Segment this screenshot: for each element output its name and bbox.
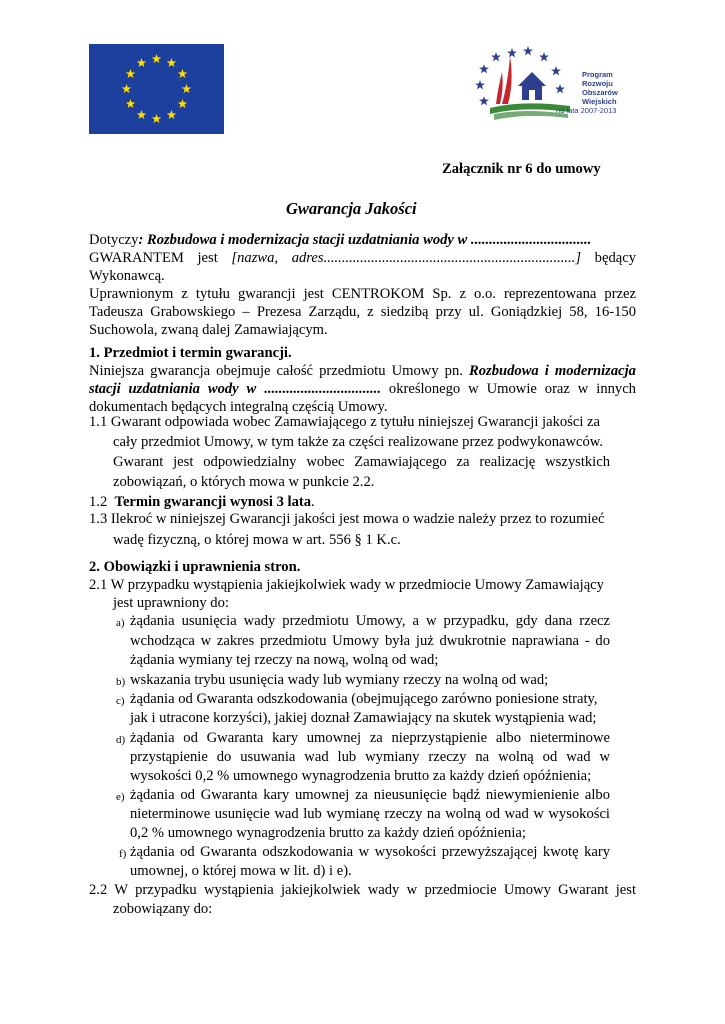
item-1-3: 1.3 Ilekroć w niniejszej Gwarancji jakości jest mowa o wadzie należy przez to rozumieć <box>89 511 605 527</box>
gwarantem-line <box>89 249 636 267</box>
list-item: nieterminowe usunięcie wad lub wymianę rzeczy na wolną od wad w wysokości <box>130 806 610 822</box>
uprawniony-line: Suchowola, zwaną dalej Zamawiającym. <box>89 322 328 338</box>
item-2-1: jest uprawniony do: <box>113 595 229 611</box>
uprawniony-line: Uprawnionym z tytułu gwarancji jest CENTROKOM Sp. z o.o. reprezentowana przez <box>89 286 636 302</box>
para-text: Niniejsza gwarancja obejmuje całość przedmiotu Umowy pn. <box>89 363 463 379</box>
list-item: żądania od Gwaranta odszkodowania w wysokości przewyższającej kwotę kary <box>130 844 610 860</box>
list-item: żądania od Gwaranta kary umownej za nieprzystąpienie albo nieterminowe <box>130 730 610 746</box>
list-item: żądania od Gwaranta kary umownej za nieusunięcie bądź niewymienienie albo <box>130 787 610 803</box>
item-1-1: Gwarant jest odpowiedzialny wobec Zamawiającego za realizację wszystkich <box>113 454 610 470</box>
item-1-1: zobowiązań, o których mowa w punkcie 2.2. <box>113 474 375 490</box>
list-marker: b) <box>116 676 126 688</box>
list-item: umownej, o której mowa w lit. d) i e). <box>130 863 352 879</box>
item-2-2: 2.2 W przypadku wystąpienia jakiejkolwiek wady w przedmiocie Umowy Gwarant jest <box>89 882 636 898</box>
item-number: 1.2 <box>89 494 108 510</box>
section-1-para <box>89 362 636 380</box>
list-item: wchodząca w zakres przedmiotu Umowy była już dwukrotnie naprawiana - do <box>130 633 610 649</box>
dotyczy-line <box>89 231 591 249</box>
item-1-1: 1.1 Gwarant odpowiada wobec Zamawiającego z tytułu niniejszej Gwarancji jakości za <box>89 414 600 430</box>
document-title: Gwarancja Jakości <box>286 199 417 218</box>
list-marker: c) <box>116 695 125 707</box>
list-item: jak i utracone korzyści), jakiej doznał Zamawiający na skutek wystąpienia wad; <box>130 710 597 726</box>
dotyczy-label: Dotyczy <box>89 232 139 248</box>
item-dot: . <box>311 494 315 510</box>
para-text: określonego w Umowie oraz w innych <box>388 381 636 397</box>
list-item: wysokości 0,2 % umownego wynagrodzenia brutto za każdy dzień opóźnienia; <box>130 768 592 784</box>
list-marker: d) <box>116 734 126 746</box>
item-2-2: zobowiązany do: <box>113 901 213 917</box>
list-marker: f) <box>119 848 127 860</box>
gwarantem-tail: będący <box>594 250 636 266</box>
prow-line: Rozwoju <box>582 79 613 88</box>
prow-line: Obszarów <box>582 88 618 97</box>
prow-years: na lata 2007-2013 <box>556 106 617 115</box>
item-1-3: wadę fizyczną, o której mowa w art. 556 § 1 K.c. <box>113 532 401 548</box>
item-1-1: cały przedmiot Umowy, w tym także za części realizowane przez podwykonawców. <box>113 434 604 450</box>
gwarantem-value: [nazwa, adres.....................................................................] <box>231 250 582 266</box>
list-marker: a) <box>116 617 125 629</box>
section-1-para <box>89 380 636 398</box>
dotyczy-value: : Rozbudowa i modernizacja stacji uzdatniania wody w ................................. <box>138 232 592 248</box>
gwarantem-label: GWARANTEM jest <box>89 250 218 266</box>
list-item: przystąpienie do usuwania wad lub wymiany rzeczy na wolną od wad w <box>130 749 610 765</box>
project-name: Rozbudowa i modernizacja <box>468 363 636 379</box>
section-1-para: dokumentach będących integralną częścią Umowy. <box>89 399 388 415</box>
prow-line: Wiejskich <box>582 97 617 106</box>
project-name: stacji uzdatniania wody w ................................ <box>89 381 381 397</box>
section-1-heading: 1. Przedmiot i termin gwarancji. <box>89 345 292 361</box>
warranty-term: Termin gwarancji wynosi 3 lata <box>114 494 312 510</box>
item-1-2 <box>89 493 315 511</box>
list-item: żądania usunięcia wady przedmiotu Umowy, a w przypadku, gdy dana rzecz <box>130 613 610 629</box>
eu-stars-icon <box>89 44 224 134</box>
list-item: 0,2 % umownego wynagrodzenia brutto za każdy dzień opóźnienia; <box>130 825 526 841</box>
section-2-heading: 2. Obowiązki i uprawnienia stron. <box>89 559 301 575</box>
list-marker: e) <box>116 791 125 803</box>
list-item: żądania wymiany tej rzeczy na nową, wolną od wad; <box>130 652 439 668</box>
prow-line: Program <box>582 70 613 79</box>
item-2-1: 2.1 W przypadku wystąpienia jakiejkolwiek wady w przedmiocie Umowy Zamawiający <box>89 577 604 593</box>
wykonawca-line: Wykonawcą. <box>89 268 165 284</box>
attachment-label: Załącznik nr 6 do umowy <box>442 161 601 177</box>
uprawniony-line: Tadeusza Grabowskiego – Prezesa Zarządu, z siedzibą przy ul. Goniądzkiej 58, 16-150 <box>89 304 636 320</box>
list-item: wskazania trybu usunięcia wady lub wymiany rzeczy na wolną od wad; <box>130 672 549 688</box>
prow-logo <box>472 42 632 124</box>
eu-flag-logo <box>89 44 224 134</box>
prow-text <box>556 70 618 115</box>
list-item: żądania od Gwaranta odszkodowania (obejmującego zarówno poniesione straty, <box>130 691 598 707</box>
